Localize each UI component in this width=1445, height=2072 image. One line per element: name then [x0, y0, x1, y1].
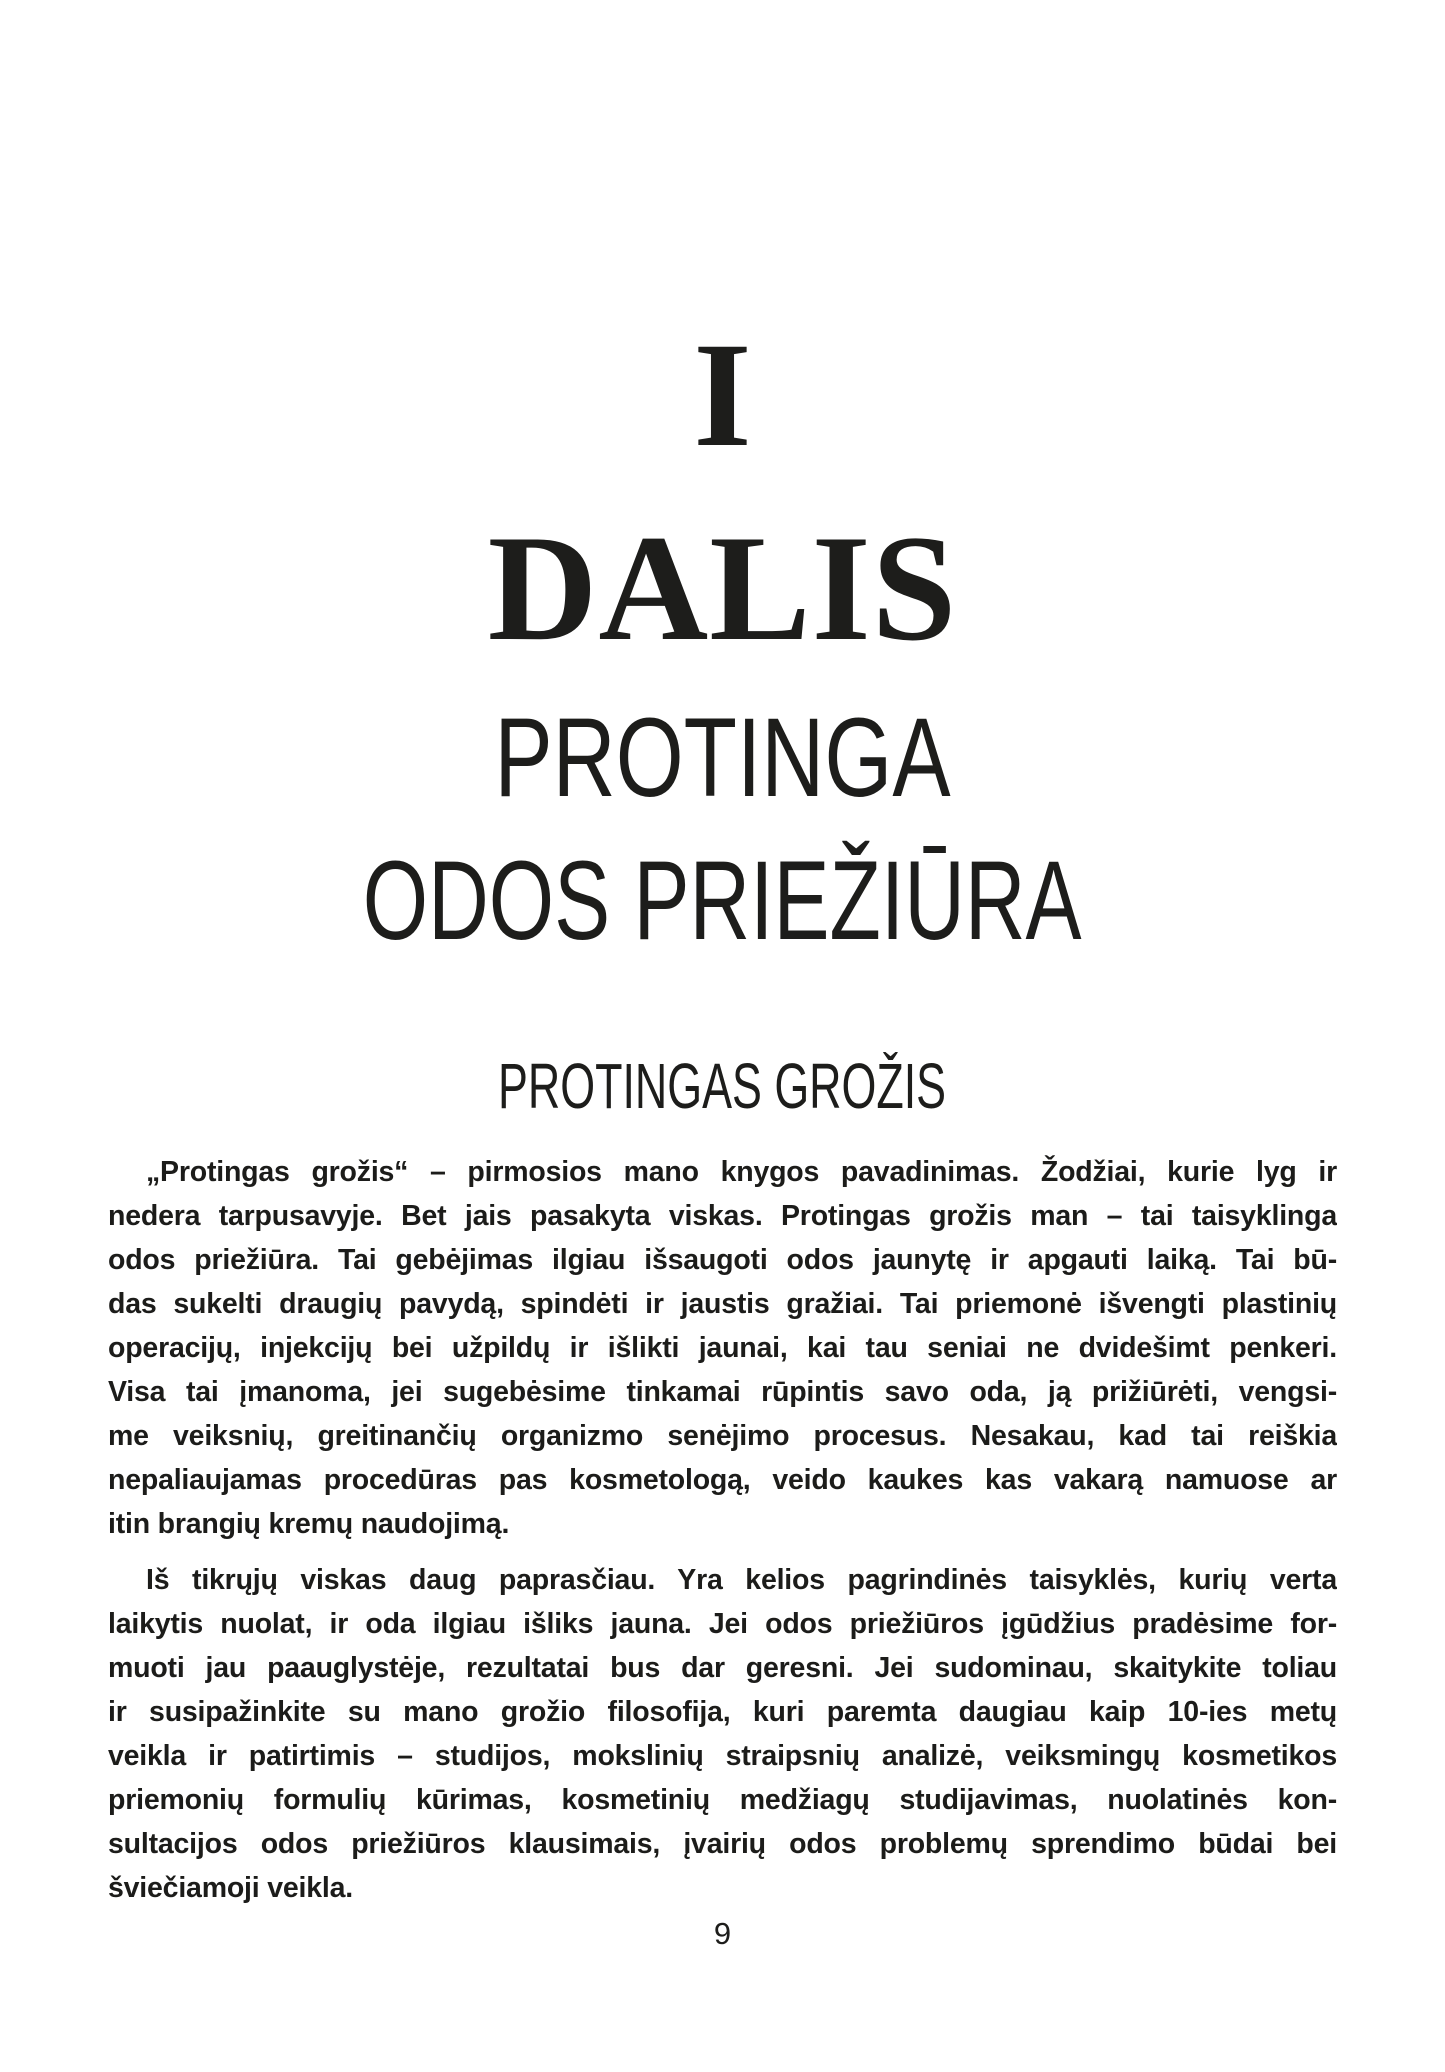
part-label: DALIS [487, 504, 958, 672]
text-line: me veiksnių, greitinančių organizmo senėjimo procesus. Nesakau, kad tai reiškia [108, 1420, 1337, 1452]
section-subtitle-text: PROTINGAS GROŽIS [498, 1050, 947, 1122]
chapter-title-line1-text: PROTINGA [494, 695, 951, 820]
part-numeral: I [693, 312, 752, 478]
section-subtitle [108, 1050, 1337, 1122]
text-line: muoti jau paauglystėje, rezultatai bus dar geresni. Jei sudominau, skaitykite toliau [108, 1652, 1337, 1684]
text-line: „Protingas grožis“ – pirmosios mano knygos pavadinimas. Žodžiai, kurie lyg ir [146, 1156, 1337, 1188]
text-line: nedera tarpusavyje. Bet jais pasakyta viskas. Protingas grožis man – tai taisyklinga [108, 1200, 1337, 1232]
text-line: priemonių formulių kūrimas, kosmetinių medžiagų studijavimas, nuolatinės kon- [108, 1784, 1337, 1816]
text-line: Iš tikrųjų viskas daug paprasčiau. Yra kelios pagrindinės taisyklės, kurių verta [146, 1564, 1337, 1596]
text-line: operacijų, injekcijų bei užpildų ir išlikti jaunai, kai tau seniai ne dvidešimt penkeri. [108, 1332, 1337, 1364]
body-text [108, 1150, 1337, 1910]
text-line: sultacijos odos priežiūros klausimais, įvairių odos problemų sprendimo būdai bei [108, 1828, 1337, 1860]
text-line: ir susipažinkite su mano grožio filosofija, kuri paremta daugiau kaip 10-ies metų [108, 1696, 1337, 1728]
paragraph [108, 1150, 1337, 1546]
text-line: nepaliaujamas procedūras pas kosmetologą, veido kaukes kas vakarą namuose ar [108, 1464, 1337, 1496]
text-line: Visa tai įmanoma, jei sugebėsime tinkamai rūpintis savo oda, ją prižiūrėti, vengsi- [108, 1376, 1337, 1408]
text-line: itin brangių kremų naudojimą. [108, 1508, 510, 1540]
text-line: šviečiamoji veikla. [108, 1872, 353, 1904]
text-line: laikytis nuolat, ir oda ilgiau išliks jauna. Jei odos priežiūros įgūdžius pradėsime for- [108, 1608, 1337, 1640]
chapter-title-line2 [108, 838, 1337, 963]
text-line: das sukelti draugių pavydą, spindėti ir jaustis gražiai. Tai priemonė išvengti plastinių [108, 1288, 1337, 1320]
chapter-title-line2-text: ODOS PRIEŽIŪRA [363, 838, 1082, 963]
text-line: odos priežiūra. Tai gebėjimas ilgiau išsaugoti odos jaunytę ir apgauti laiką. Tai bū- [108, 1244, 1337, 1276]
text-line: veikla ir patirtimis – studijos, mokslinių straipsnių analizė, veiksmingų kosmetikos [108, 1740, 1337, 1772]
chapter-title-line1 [108, 695, 1337, 820]
paragraph [108, 1558, 1337, 1910]
page-number: 9 [713, 1916, 732, 1951]
